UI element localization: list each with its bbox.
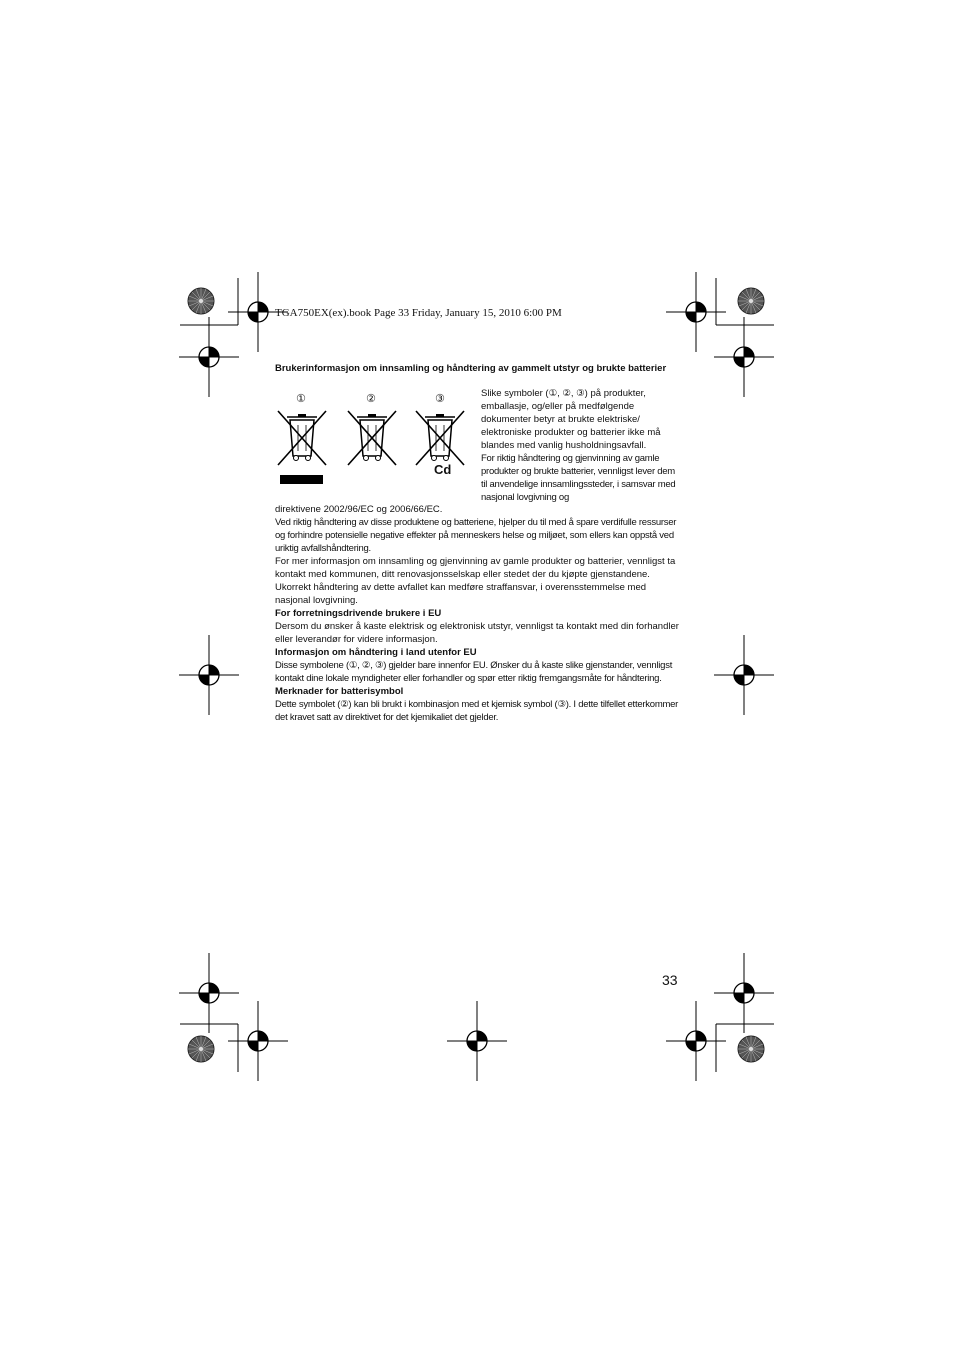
symbol-label-2: ② — [366, 393, 376, 405]
crossed-bin-icon — [348, 411, 396, 465]
symbol-label-3: ③ — [435, 393, 445, 405]
crosshair-bottom-left-b — [228, 1001, 288, 1081]
star-mark-bottom-left — [188, 1036, 214, 1062]
crossed-bin-cd-icon — [416, 411, 464, 465]
intro-paragraph-1: Slike symboler (①, ②, ③) på produkter, emballasje, og/eller på medfølgende dokumenter betyr at brukte elektriske/ elektroniske produkter og batterier ikke må blandes med vanlig husholdningsavfall. — [481, 388, 661, 451]
chemical-symbol: Cd — [434, 462, 452, 477]
crosshair-bottom-left-a — [179, 953, 239, 1033]
section-title: Brukerinformasjon om innsamling og håndtering av gammelt utstyr og brukte batterier — [275, 363, 667, 374]
crosshair-bottom-right-b — [666, 1001, 726, 1081]
paragraph-directives: direktivene 2002/96/EC og 2006/66/EC. — [275, 504, 443, 515]
crosshair-middle-left — [179, 635, 239, 715]
star-mark-top-left — [188, 288, 214, 314]
intro-text — [481, 387, 681, 504]
crosshair-top-right-b — [714, 317, 774, 397]
body-text — [275, 503, 679, 724]
crosshair-middle-right — [714, 635, 774, 715]
heading-outside-eu: Informasjon om håndtering i land utenfor EU — [275, 647, 477, 658]
print-header: TGA750EX(ex).book Page 33 Friday, January 15, 2010 6:00 PM — [275, 307, 562, 319]
heading-business-users: For forretningsdrivende brukere i EU — [275, 608, 442, 619]
crosshair-bottom-center — [447, 1001, 507, 1081]
star-mark-top-right — [738, 288, 764, 314]
paragraph-battery-symbol: Dette symbolet (②) kan bli brukt i kombinasjon med et kjemisk symbol (③). I dette tilfellet etterkommer det kravet satt av direktivet for det kjemikaliet det gjelder. — [275, 699, 679, 723]
intro-paragraph-2: For riktig håndtering og gjenvinning av gamle produkter og brukte batterier, vennligst lever dem til anvendelige innsamlingssteder, i samsvar med nasjonal lovgivning og — [481, 453, 676, 503]
crosshair-bottom-right-a — [714, 953, 774, 1033]
crosshair-top-left-b — [179, 317, 239, 397]
crosshair-top-right-a — [666, 272, 726, 352]
symbol-label-1: ① — [296, 393, 306, 405]
page-number: 33 — [662, 972, 678, 988]
paragraph-business-users: Dersom du ønsker å kaste elektrisk og elektronisk utstyr, vennligst ta kontakt med din forhandler eller leverandør for videre informasjon. — [275, 621, 679, 645]
crossed-bin-bar-icon — [278, 411, 326, 484]
star-mark-bottom-right — [738, 1036, 764, 1062]
paragraph-outside-eu: Disse symbolene (①, ②, ③) gjelder bare innenfor EU. Ønsker du å kaste slike gjenstander, vennligst kontakt dine lokale myndigheter eller forhandler og spør etter riktig fremgangsmåte for håndtering. — [275, 660, 673, 684]
weee-symbols — [276, 392, 476, 492]
paragraph-more-info: For mer informasjon om innsamling og gjenvinning av gamle produkter og batterier, vennligst ta kontakt med kommunen, ditt renovasjonsselskap eller stedet der du kjøpte gjenstandene. — [275, 556, 676, 580]
paragraph-penalty: Ukorrekt håndtering av dette avfallet kan medføre straffansvar, i overensstemmelse med nasjonal lovgivning. — [275, 582, 647, 606]
heading-battery-symbol: Merknader for batterisymbol — [275, 686, 404, 697]
paragraph-benefit: Ved riktig håndtering av disse produktene og batteriene, hjelper du til med å spare verdifulle ressurser og forhindre potensielle negative effekter på menneskers helse og miljøet, som ellers kan oppstå ved uriktig avfallshåndtering. — [275, 517, 677, 554]
